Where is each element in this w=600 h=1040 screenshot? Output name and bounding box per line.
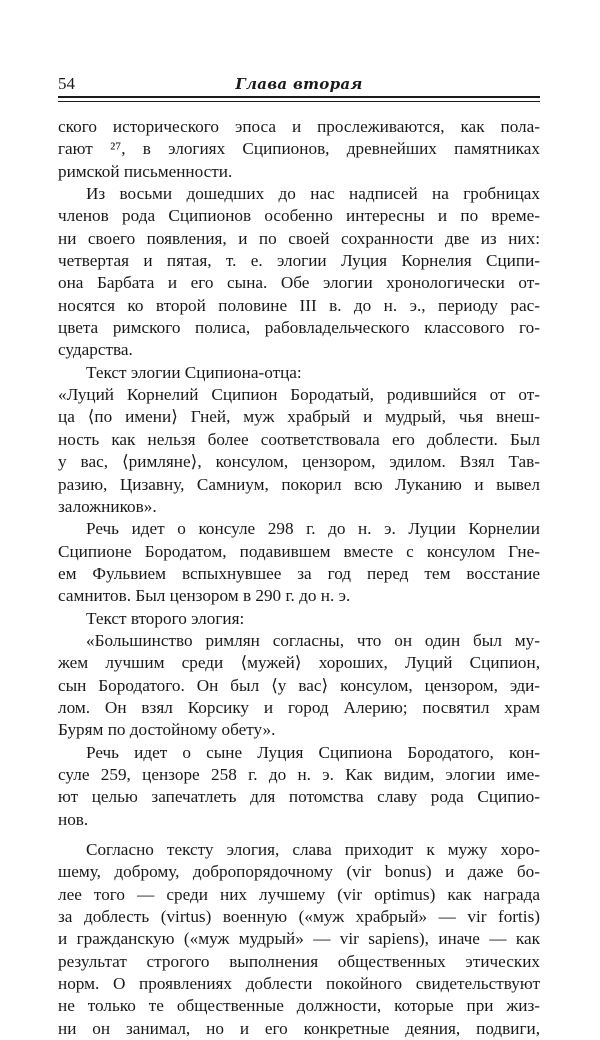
text-line: Бурям по достойному обету». — [58, 720, 276, 740]
text-line: жем лучшим среди ⟨мужей⟩ хороших, Луций Сципион, — [58, 653, 540, 673]
text-line: Текст элогии Сципиона-отца: — [86, 362, 302, 382]
body-text — [58, 116, 540, 1040]
text-line: ца ⟨по имени⟩ Гней, муж храбрый и мудрый, чья внеш- — [58, 407, 540, 427]
text-line: у вас, ⟨римляне⟩, консулом, цензором, эдилом. Взял Тав- — [58, 452, 540, 472]
header-rule — [58, 96, 540, 98]
text-line: Из восьми дошедших до нас надписей на гробницах — [86, 184, 540, 204]
text-line: ем Фульвием вспыхнувшее за год перед тем восстание — [58, 563, 540, 583]
text-line: лом. Он взял Корсику и город Алерию; посвятил храм — [58, 697, 540, 717]
text-line: Согласно тексту элогия, слава приходит к мужу хоро- — [86, 840, 540, 859]
text-line: «Большинство римлян согласны, что он один был му- — [86, 630, 540, 650]
text-line: норм. О проявлениях доблести покойного свидетельствуют — [58, 974, 540, 994]
text-line: нов. — [58, 809, 89, 829]
text-line: Речь идет о консуле 298 г. до н. э. Луции Корнелии — [86, 519, 540, 539]
text-line: ность как нельзя более соответствовала его доблести. Был — [58, 429, 540, 449]
text-line: цвета римского полиса, рабовладельческого классового го- — [58, 318, 540, 338]
page-number: 54 — [58, 74, 75, 93]
header-rule-thin — [58, 101, 540, 102]
text-line: гают ²⁷, в элогиях Сципионов, древнейших памятниках — [58, 139, 540, 159]
text-line: она Барбата и его сына. Обе элогии хронологически от- — [58, 273, 540, 293]
text-line: ского исторического эпоса и прослеживаются, как пола- — [58, 117, 540, 136]
text-line: и гражданскую («муж мудрый» — vir sapiens), иначе — как — [58, 929, 540, 949]
text-line: членов рода Сципионов особенно интересны и по време- — [58, 206, 540, 226]
text-line: сударства. — [58, 340, 133, 360]
text-line: ют целью запечатлеть для потомства славу рода Сципио- — [58, 787, 540, 807]
text-line: ни он занимал, но и его конкретные деяния, подвиги, — [58, 1018, 540, 1038]
text-line: Сципионе Бородатом, подавившем вместе с консулом Гне- — [58, 541, 540, 561]
text-line: «Луций Корнелий Сципион Бородатый, родившийся от от- — [58, 385, 540, 405]
text-line: не только те общественные должности, которые при жиз- — [58, 996, 540, 1016]
text-line: Речь идет о сыне Луция Сципиона Бородатого, кон- — [86, 742, 540, 762]
text-line: римской письменности. — [58, 161, 233, 181]
text-line: самнитов. Был цензором в 290 г. до н. э. — [58, 586, 351, 606]
page-header — [58, 68, 540, 94]
text-line: лее того — среди них лучшему (vir optimus) как награда — [58, 884, 540, 904]
text-line: сын Бородатого. Он был ⟨у вас⟩ консулом, цензором, эди- — [58, 675, 540, 695]
chapter-title: Глава вторая — [235, 75, 363, 93]
text-line: ни своего появления, и по своей сохранности две из них: — [58, 228, 540, 248]
text-line: носятся ко второй половине III в. до н. э., периоду рас- — [58, 295, 540, 315]
text-line: результат строгого выполнения общественных этических — [58, 951, 540, 971]
text-line: заложников». — [58, 496, 157, 516]
text-line: за доблесть (virtus) военную («муж храбрый» — vir fortis) — [58, 907, 540, 927]
text-line: четвертая и пятая, т. е. элогии Луция Корнелия Сципи- — [58, 251, 540, 271]
text-line: шему, доброму, добропорядочному (vir bonus) и даже бо- — [58, 862, 540, 882]
text-line: Текст второго элогия: — [86, 608, 245, 628]
text-line: разию, Цизавну, Самниум, покорил всю Луканию и вывел — [58, 474, 540, 494]
text-line: суле 259, цензоре 258 г. до н. э. Как видим, элогии име- — [58, 764, 540, 784]
